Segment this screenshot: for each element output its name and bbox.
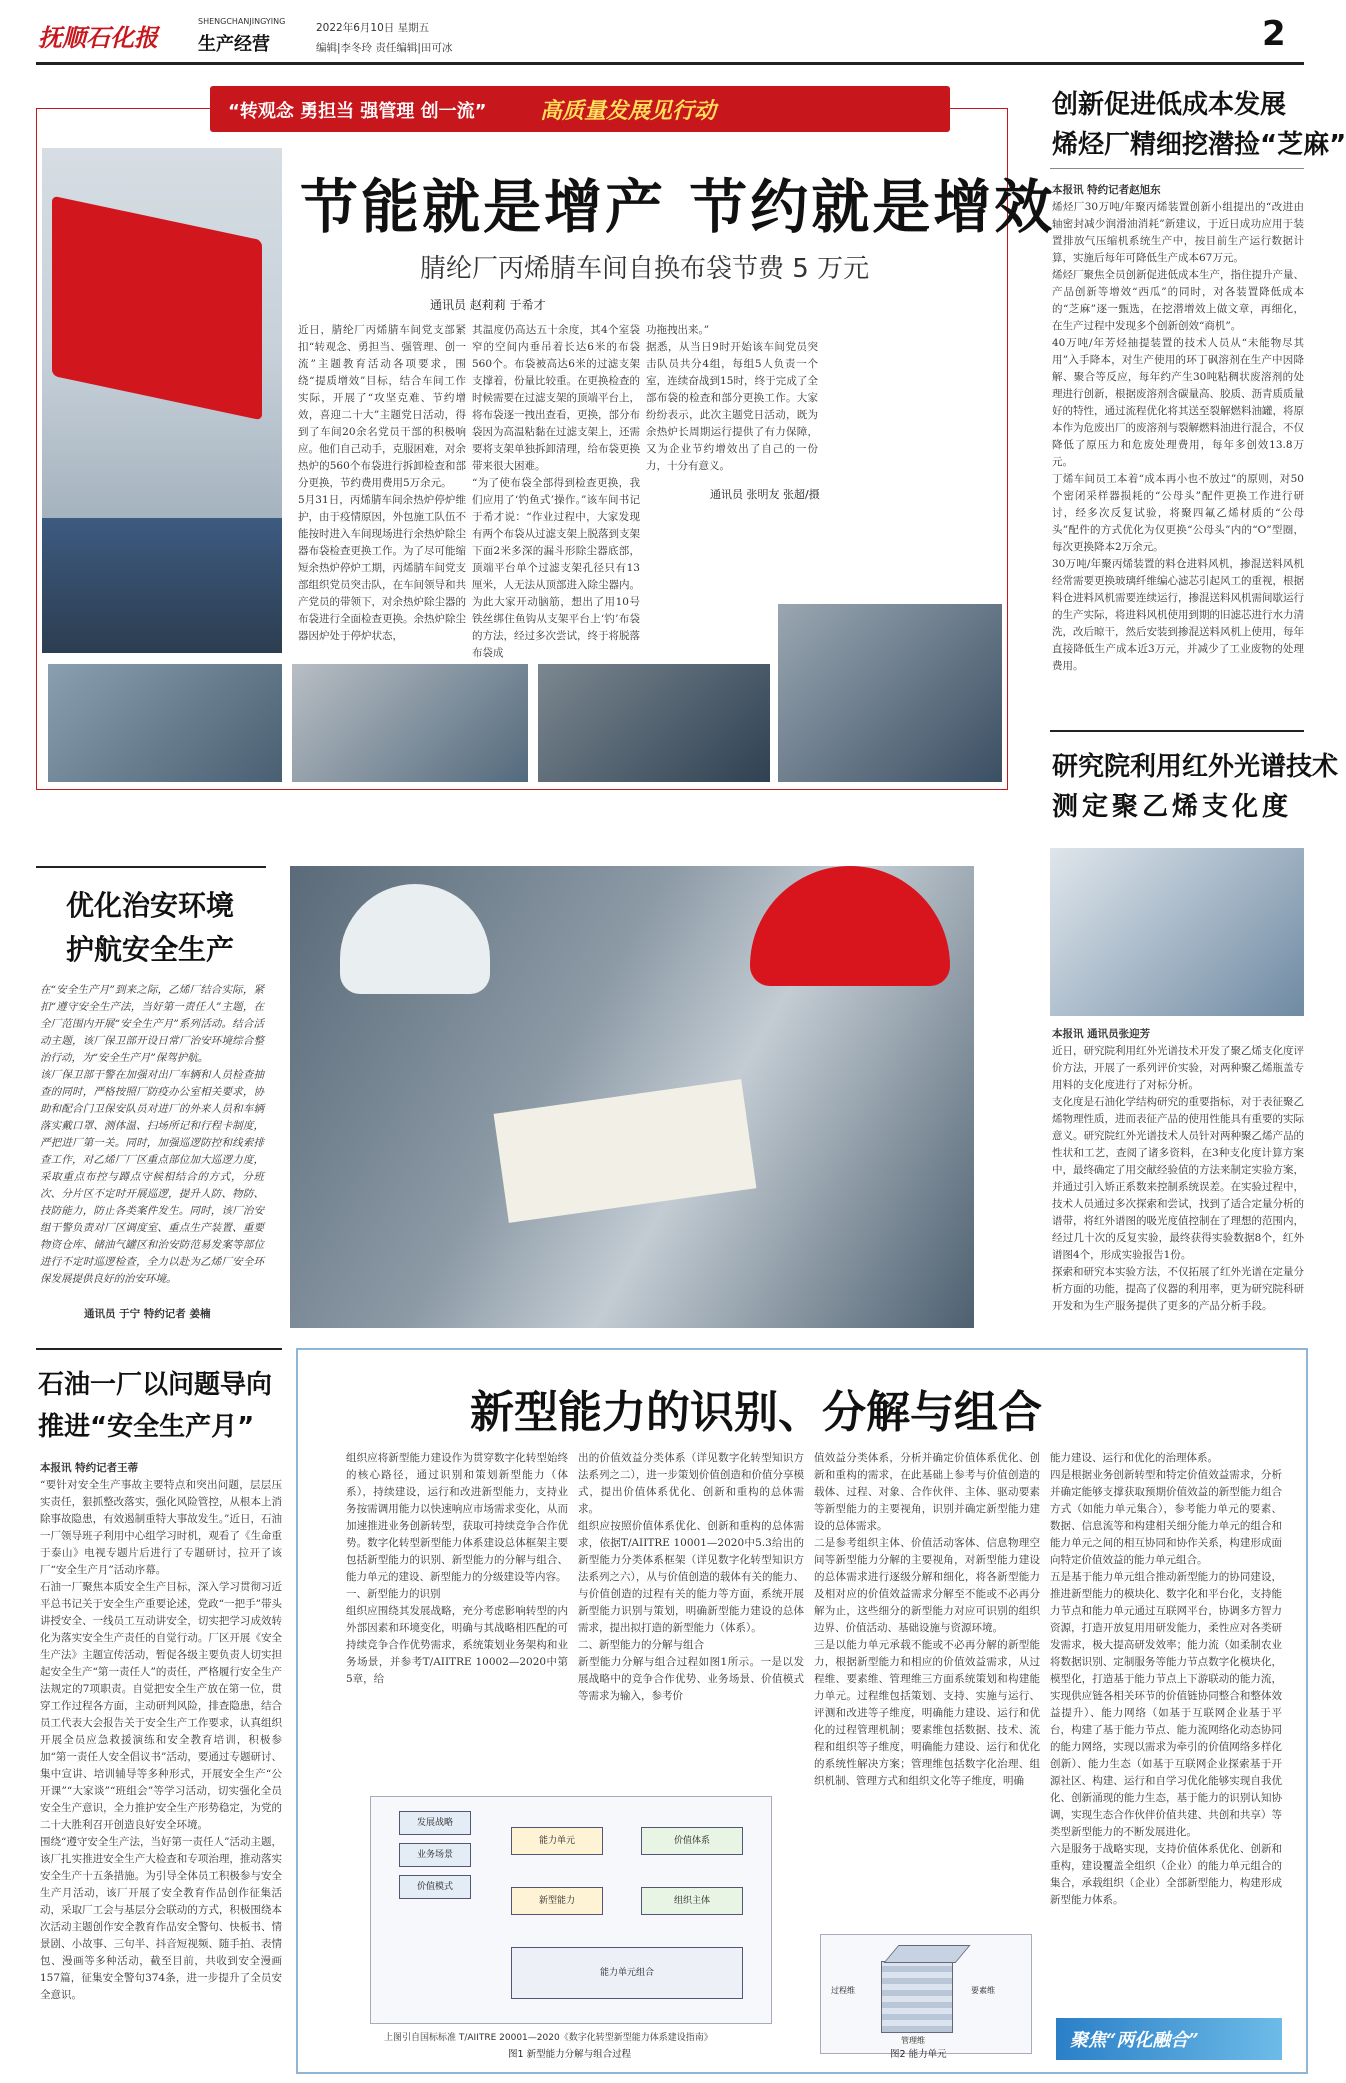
left-mid-body: 在“安全生产月”到来之际，乙烯厂结合实际，紧扣“遵守安全生产法，当好第一责任人”主题，在全厂范围内开展“安全生产月”系列活动。结合活动主题，该厂保卫部开设日常厂治安环境综合整治行动，为“安全生产月”保驾护航。 该厂保卫部干警在加强对出厂车辆和人员检查抽查的同时，严格按照厂防疫办公室相关要求，协助和配合门卫保安队员对进厂的外来人员和车辆落实戴口罩、测体温、扫场所记和行程卡制度，严把进厂第一关。同时，加强巡逻防控和线索排查工作，对乙烯厂厂区重点部位加大巡逻力度，采取重点布控与蹲点守候相结合的方式，分班次、分片区不定时开展巡逻，提升人防、物防、技防能力，防止各类案件发生。同时，该厂治安组干警负责对厂区调度室、重点生产装置、重要物资仓库、储油气罐区和治安防范易发案等部位进行不定时巡逻检查，全力以赴为乙烯厂安全环保发展提供良好的治安环境。 — [40, 984, 264, 1285]
right-mid-headline-2: 测定聚乙烯支化度 — [1052, 792, 1293, 822]
banner-slogan: “转观念 勇担当 强管理 创一流” — [228, 101, 487, 122]
cube-axis-2: 要素维 — [971, 1986, 995, 1995]
lead-col2: 其温度仍高达五十余度，其4个室袋窄的空间内垂吊着长达6米的布袋560个。布袋被高达6米的过滤支架支撑着，份量比较重。在更换检查的时候需要在过滤支架的顶端平台上，将布袋逐一拽出查看，更换，部分布袋因为高温粘黏在过滤支架上，还需要将支架单独拆卸清理，给布袋更换带来很大困难。 “为了使布袋全部得到检查更换，我们应用了‘钓鱼式’操作。”该车间书记于希才说：“作业过程中，大家发现有两个布袋从过滤支架上脱落到支架下面2米多深的漏斗形除尘器底部，顶端平台单个过滤支架孔径只有13厘米，人无法从顶部进入除尘器内。为此大家开动脑筋，想出了用10号铁丝绑住鱼钩从支架平台上‘钓’布袋的方法，经过多次尝试，终于将脱落布袋成 — [472, 324, 640, 659]
left-bottom-headline-1: 石油一厂以问题导向 — [38, 1370, 273, 1400]
left-bottom-top-rule — [36, 1348, 282, 1350]
lead-col3: 功拖拽出来。” 据悉，从当日9时开始该车间党员突击队员共分4组，每组5人负责一个室，连续奋战到15时，终于完成了全部布袋的检查和部分更换工作。大家纷纷表示，此次主题党日活动，既为余热炉长周期运行提供了有力保障，又为企业节约增效出了自己的一份力，十分有意义。 — [646, 324, 818, 472]
cube-axis-3: 管理维 — [901, 2036, 925, 2045]
figure1-caption: 图1 新型能力分解与组合过程 — [508, 2049, 632, 2060]
red-flag — [52, 196, 262, 421]
left-bottom-byline: 本报讯 特约记者王蒂 — [40, 1462, 139, 1474]
cube-axis-1: 过程维 — [831, 1986, 855, 1995]
right-top-headline-2: 烯烃厂精细挖潜捡“芝麻” — [1052, 130, 1346, 160]
integration-logo — [1056, 2018, 1282, 2060]
workers-photo-right — [778, 604, 1002, 782]
inspection-photo — [290, 866, 974, 1328]
left-mid-headline-2: 护航安全生产 — [66, 933, 235, 966]
lead-headline: 节能就是增产 节约就是增效 — [300, 173, 1056, 241]
workers-photo-3 — [538, 664, 770, 782]
left-mid-byline: 通讯员 于宁 特约记者 姜楠 — [84, 1308, 211, 1320]
party-flag-photo — [42, 148, 282, 653]
left-mid-top-rule — [36, 866, 266, 868]
photo-credit: 通讯员 张明友 张超/摄 — [710, 488, 820, 501]
section-pinyin: SHENGCHANJINGYING — [198, 17, 286, 26]
workers-photo-1 — [48, 664, 282, 782]
helmet-right — [750, 866, 950, 986]
right-top-body: 烯烃厂30万吨/年聚丙烯装置创新小组提出的“改进由轴密封减少润滑油消耗”新建议，于近日成功应用于装置排放气压缩机系统生产中，按目前生产运行数据计算，实施后每年可降低生产成本67万元。 烯烃厂聚焦全员创新促进低成本生产，指住提升产量、产品创新等增效“西瓜”的同时，对各装置降低成本的“芝麻”逐一甄选，在挖潜增效上做文章，再细化，在生产过程中发现多个创新创效“商机”。 40万吨/年芳烃抽提装置的技术人员从“未能物尽其用”入手降本，对生产使用的环丁砜溶剂在生产中因降解、聚合等反应，每年约产生30吨粘稠状废溶剂的处理进行创新，根据废溶剂含碳量高、胶质、沥青质质量好的特性，通过流程优化将其送至裂解燃料油罐，将原本作为危废出厂的废溶剂与裂解燃料油进行混合，不仅降低了原压力和危废处理费用，每年多创效13.8万元。 丁烯车间员工本着“成本再小也不放过”的原则，对50个密闭采样器损耗的“公母头”配件更换工作进行研讨，经多次反复试验，将聚四氟乙烯材质的“公母头”配件的方式优化为仅更换“公母头”内的“O”型圈，每次更换降本2万余元。 30万吨/年聚丙烯装置的料仓进料风机，掺混送料风机经常需要更换玻璃纤维编心滤芯引起风工的重视，根据料仓进料风机需要连续运行，掺混送料风机需间歇运行的生产实际，将进料风机使用到期的旧滤芯进行水力清洗，改后晾干，然后安装到掺混送料风机上使用，每年直接降低生产成本近3万元，并减少了工业废物的处理费用。 — [1052, 201, 1304, 672]
diagram-box-5: 新型能力 — [511, 1887, 603, 1915]
issue-date: 2022年6月10日 星期五 — [316, 22, 430, 34]
documents — [494, 1079, 757, 1223]
masthead — [0, 0, 1340, 60]
right-mid-top-rule — [1050, 730, 1304, 732]
workers-photo-2 — [292, 664, 528, 782]
masthead-rule — [36, 62, 1304, 65]
feature-col3: 值效益分类体系，分析并确定价值体系优化、创新和重构的需求，在此基础上参考与价值创造的载体、过程、对象、合作伙伴、主体、驱动要素等新型能力的主要视角，识别并确定新型能力建设的总体需求。 二是参考组织主体、价值活动客体、信息物理空间等新型能力分解的主要视角，对新型能力建设的总体需求进行逐级分解和细化，将各新型能力及相对应的价值效益需求分解至不能或不必再分解为止，这些细分的新型能力对应可识别的组织边界、价值活动、基础设施与资源环境。 三是以能力单元承载不能或不必再分解的新型能力，根据新型能力和相应的价值效益需求，从过程维、要素维、管理维三方面系统策划和构建能力单元。过程维包括策划、支持、实施与运行、评测和改进等子维度，明确能力建设、运行和优化的过程管理机制；要素维包括数据、技术、流程和组织等子维度，明确能力建设、运行和优化的系统性解决方案；管理维包括数字化治理、组织机制、管理方式和组织文化等子维度，明确 — [814, 1452, 1040, 1787]
editor-credits: 编辑|李冬玲 责任编辑|田可冰 — [316, 42, 453, 54]
figure2-caption: 图2 能力单元 — [890, 2049, 947, 2060]
figure1-diagram — [370, 1796, 772, 2024]
banner — [210, 86, 950, 132]
right-top-headline-1: 创新促进低成本发展 — [1052, 90, 1287, 120]
feature-col1: 组织应将新型能力建设作为贯穿数字化转型始终的核心路径，通过识别和策划新型能力（体系），持续建设，运行和改进新型能力，支持业务按需调用能力以快速响应市场需求变化，从而加速推进业务创新转型，获取可持续竞争合作优势。数字化转型新型能力体系建设总体框架主要包括新型能力的识别、新型能力的分解与组合、能力单元的建设、新型能力的分级建设等内容。 一、新型能力的识别 组织应围绕其发展战略，充分考虑影响转型的内外部因素和环境变化，明确与其战略相匹配的可持续竞争合作优势需求，系统策划业务架构和业务场景，并参考T/AIITRE 10002—2020中第5章，给 — [346, 1452, 568, 1685]
section-title: 生产经营 — [198, 34, 270, 55]
diagram-box-3: 价值模式 — [399, 1875, 471, 1899]
diagram-box-1: 发展战略 — [399, 1811, 471, 1835]
lead-subheadline: 腈纶厂丙烯腈车间自换布袋节费 5 万元 — [420, 254, 870, 284]
worker-group — [42, 518, 282, 653]
banner-calligraphy: 高质量发展见行动 — [540, 98, 717, 124]
lead-col1: 近日，腈纶厂丙烯腈车间党支部紧扣“转观念、勇担当、强管理、创一流”主题教育活动各项要求，围绕“提质增效”目标，结合车间工作实际，开展了“攻坚克难、节约增效，喜迎二十大”主题党日活动，得到了车间20余名党员干部的积极响应。他们自己动手，克服困难，对余热炉的560个布袋进行拆卸检查和部分更换，节约费用费用5万余元。 5月31日，丙烯腈车间余热炉停炉维护，由于疫情原因，外包施工队伍不能按时进入车间现场进行余热炉除尘器布袋检查更换工作。为了尽可能缩短余热炉停炉工期，丙烯腈车间党支部组织党员突击队，在车间领导和共产党员的带领下，对余热炉除尘器的布袋进行全面检查更换。余热炉除尘器因炉处于停炉状态， — [298, 324, 466, 642]
diagram-box-8: 能力单元组合 — [511, 1947, 743, 1999]
helmet-left — [340, 884, 490, 994]
right-mid-headline-1: 研究院利用红外光谱技术 — [1052, 752, 1339, 782]
left-bottom-headline-2: 推进“安全生产月” — [38, 1412, 255, 1442]
feature-col4: 能力建设、运行和优化的治理体系。 四是根据业务创新转型和特定价值效益需求，分析并确定能够支撑获取预期价值效益的新型能力组合方式（如能力单元集合），参考能力单元的要素、数据、信息流等和构建相关细分能力单元的组合和能力单元之间的相互协同和协作关系，构建形成面向特定价值效益的能力单元组合。 五是基于能力单元组合推动新型能力的协同建设，推进新型能力的模块化、数字化和平台化，支持能力节点和能力单元通过互联网平台，协调多方智力资源，打造开放复用用研发能力，柔性应对各类研发需求，极大提高研发效率；能力流（如柔制农业将数据识别、定制服务等能力节点数字化模块化，模型化，打造基于能力节点上下游联动的能力流，实现供应链各相关环节的价值链协同整合和整体效益提升）、能力网络（如基于互联网企业基于平台，构建了基于能力节点、能力流网络化动态协同的能力网络，实现以需求为牵引的价值网络多样化创新）、能力生态（如基于互联网企业探索基于开源社区、构建、运行和自学习优化能够实现自我优化、创新涌现的能力生态，基于能力的识别认知协调，实现生态合作伙伴价值共建、共创和共享）等类型新型能力的不断发展进化。 六是服务于战略实现，支持价值体系优化、创新和重构，建设覆盖全组织（企业）的能力单元组合的集合，承载组织（企业）全部新型能力，构建形成新型能力体系。 — [1050, 1452, 1282, 1906]
cube-top — [883, 1945, 970, 1963]
diagram-box-4: 能力单元 — [511, 1827, 603, 1855]
diagram-box-6: 价值体系 — [641, 1827, 743, 1855]
cube-front — [881, 1961, 953, 2033]
right-mid-byline: 本报讯 通讯员张迎芳 — [1052, 1028, 1151, 1040]
right-top-byline: 本报讯 特约记者赵旭东 — [1052, 184, 1161, 196]
page-number: 2 — [1262, 14, 1286, 54]
lead-byline: 通讯员 赵莉莉 于希才 — [430, 298, 546, 312]
newspaper-logo: 抚顺石化报 — [38, 23, 158, 52]
integration-logo-text: 聚焦“两化融合” — [1070, 2030, 1199, 2051]
right-top-rule — [1050, 168, 1304, 169]
diagram-box-7: 组织主体 — [641, 1887, 743, 1915]
feature-headline: 新型能力的识别、分解与组合 — [470, 1387, 1042, 1438]
feature-col2: 出的价值效益分类体系（详见数字化转型知识方法系列之二），进一步策划价值创造和价值分享模式，提出价值体系优化、创新和重构的总体需求。 组织应按照价值体系优化、创新和重构的总体需求，依据T/AIITRE 10001—2020中5.3给出的新型能力分类体系框架（详见数字化转型知识方法系列之六），从与价值创造的载体有关的能力、与价值创造的过程有关的能力等方面，系统开展新型能力识别与策划，明确新型能力建设的总体需求，提出拟打造的新型能力（体系）。 二、新型能力的分解与组合 新型能力分解与组合过程如图1所示。一是以发展战略中的竞争合作优势、业务场景、价值模式等需求为输入，参考价 — [578, 1452, 804, 1702]
left-mid-headline-1: 优化治安环境 — [66, 889, 235, 922]
figure2-cube — [820, 1934, 1032, 2054]
left-bottom-body: “要针对安全生产事故主要特点和突出问题，层层压实责任，狠抓整改落实，强化风险管控，从根本上消除事故隐患，有效遏制重特大事故发生。”近日，石油一厂领导班子利用中心组学习时机，观看了《生命重于泰山》电视专题片后进行了专题研讨，拉开了该厂“安全生产月”活动序幕。 石油一厂聚焦本质安全生产目标，深入学习贯彻习近平总书记关于安全生产重要论述，党政“一把手”带头讲授安全、一线员工互动讲安全，切实把学习成效转化为落实安全生产责任的自觉行动。厂区开展《安全生产法》主题宣传活动，暂促各级主要负责人切实担起安全生产“第一责任人”的责任，严格履行安全生产法规定的7项职责。自觉把安全生产放在第一位，贯穿工作过程各方面，主动研判风险，排查隐患，结合员工代表大会报告关于安全生产工作要求，认真组织开展全员应急救援演练和安全教育培训，积极参加“第一责任人安全倡议书”活动，要通过专题研讨、集中宣讲、培训辅导等多种形式，开展安全生产“公开课”“大家谈”“班组会”等学习活动，切实强化全员安全生产意识，全力推护安全生产形势稳定，为党的二十大胜利召开创造良好安全环境。 围绕“遵守安全生产法，当好第一责任人”活动主题，该厂扎实推进安全生产大检查和专项治理，推动落实安全生产十五条措施。为引导全体员工积极参与安全生产月活动，该厂开展了安全教育作品创作征集活动，采取厂工会与基层分会联动的方式，积极围绕本次活动主题创作安全教育作品安全警句、快板书、情景剧、小故事、三句半、抖音短视频、随手拍、表情包、漫画等多种活动，截至目前，共收到安全漫画157篇，征集安全警句374条，进一步提升了全员安全意识。 — [40, 1479, 282, 2001]
diagram-box-2: 业务场景 — [399, 1843, 471, 1867]
figure1-source: 上图引自国标标准 T/AIITRE 20001—2020《数字化转型新型能力体系建设指南》 — [384, 2033, 713, 2043]
researcher-photo — [1050, 848, 1304, 1016]
right-mid-body: 近日，研究院利用红外光谱技术开发了聚乙烯支化度评价方法，开展了一系列评价实验，对两种聚乙烯瓶盖专用料的支化度进行了对标分析。 支化度是石油化学结构研究的重要指标，对于表征聚乙烯物理性质，进而表征产品的使用性能具有重要的实际意义。研究院红外光谱技术人员针对两种聚乙烯产品的性状和工艺，查阅了诸多资料，在3种支化度计算方案中，最终确定了用交献经验值的方法来制定实验方案，并通过引入矫正系数来控制系统误差。在实验过程中，技术人员通过多次探索和尝试，找到了适合定量分析的谱带，将红外谱图的吸光度值控制在了理想的范围内，经过几十次的反复实验，最终获得实验数据8个，红外谱图4个，形成实验报告1份。 探索和研究本实验方法，不仅拓展了红外光谱在定量分析方面的功能，提高了仪器的利用率，更为研究院科研开发和为生产服务提供了更多的产品分析手段。 — [1052, 1045, 1304, 1312]
